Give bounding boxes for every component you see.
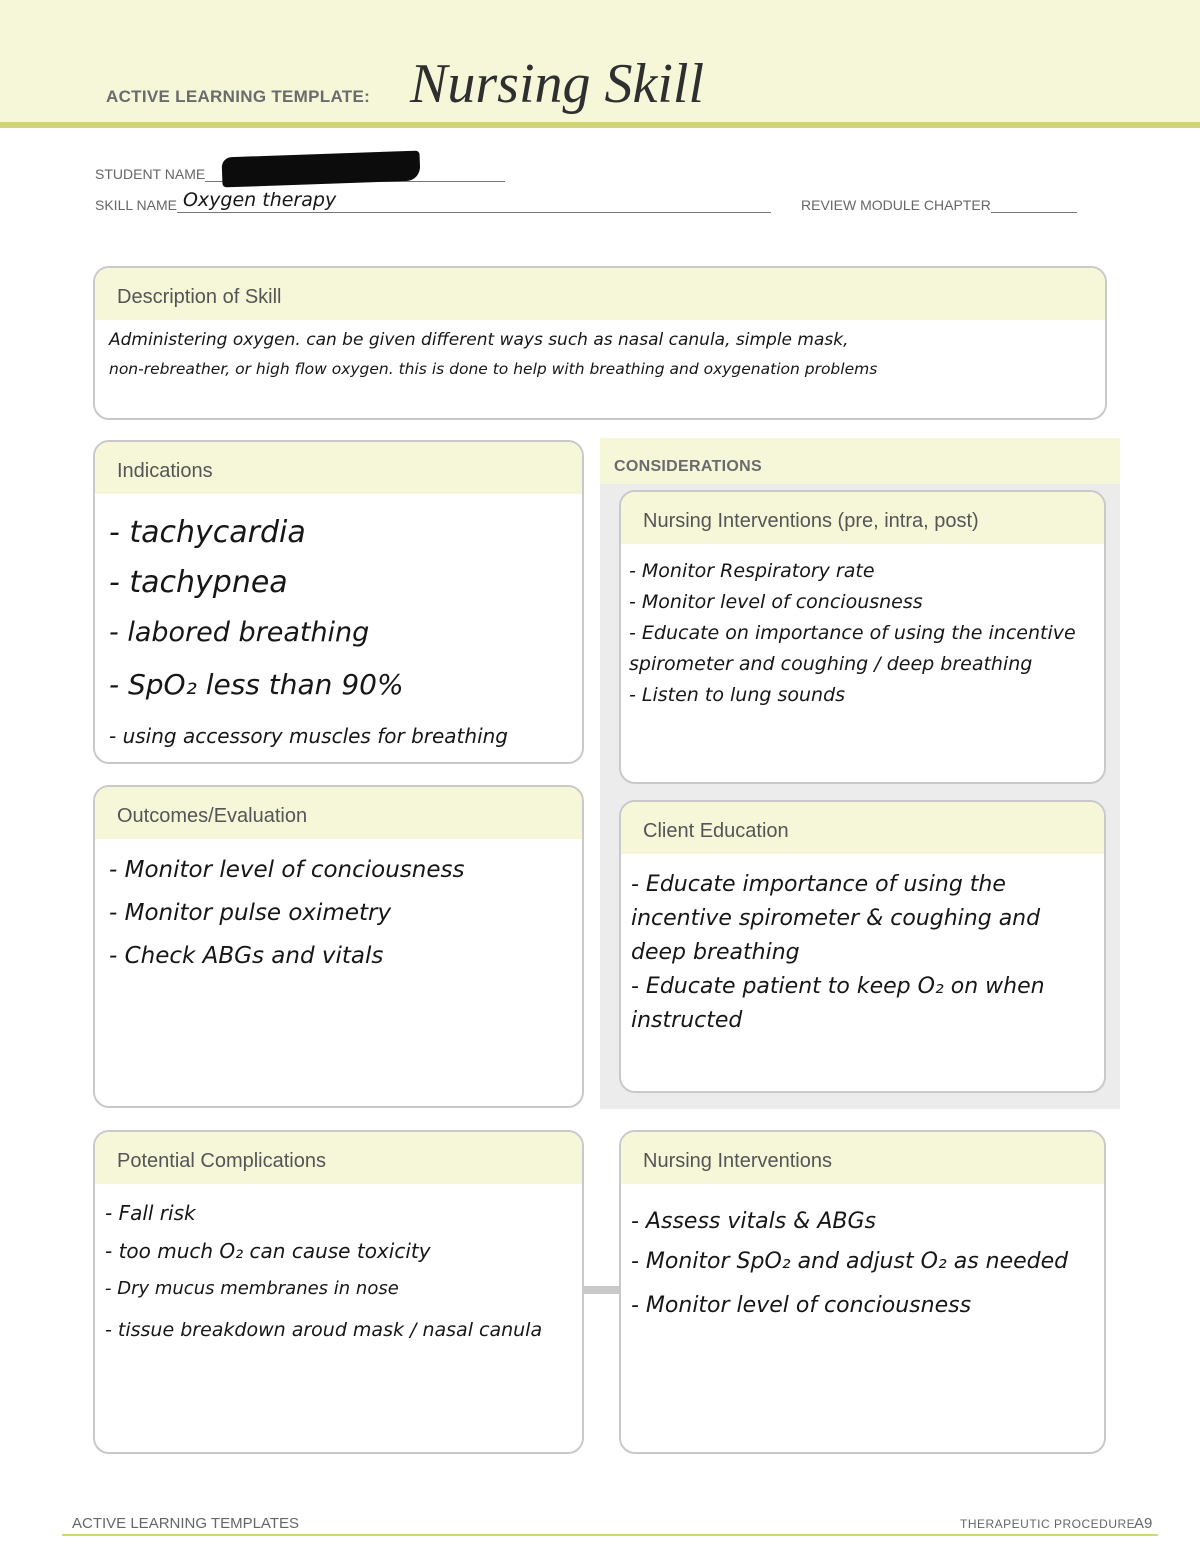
list-item: - Dry mucus membranes in nose [105, 1278, 399, 1299]
list-item: - Monitor level of conciousness [109, 857, 465, 883]
indications-title: Indications [95, 442, 582, 494]
client-education-box [619, 800, 1106, 1093]
skill-name-label: SKILL NAME [95, 197, 177, 213]
complications-title: Potential Complications [95, 1132, 582, 1184]
list-item: - Monitor SpO₂ and adjust O₂ as needed [631, 1249, 1069, 1274]
list-item: - Monitor pulse oximetry [109, 900, 392, 926]
skill-name-value: Oxygen therapy [182, 189, 337, 211]
interventions-text[interactable] [621, 1184, 1104, 1340]
list-item: - Educate patient to keep O₂ on when instructed [631, 974, 1045, 1033]
considerations-title: CONSIDERATIONS [614, 458, 762, 475]
nursing-interventions-box [619, 490, 1106, 784]
outcomes-box [93, 785, 584, 1108]
interventions-title: Nursing Interventions [621, 1132, 1104, 1184]
template-label: ACTIVE LEARNING TEMPLATE: [106, 87, 371, 106]
connector-bar [584, 1286, 620, 1294]
list-item: - tissue breakdown aroud mask / nasal canula [105, 1319, 543, 1341]
list-item: - Educate importance of using the incentive spirometer & coughing and deep breathing [631, 872, 1041, 965]
complications-text[interactable] [95, 1184, 582, 1358]
template-title: Nursing Skill [410, 53, 705, 115]
list-item: - tachycardia [109, 515, 306, 550]
description-line: non-rebreather, or high flow oxygen. this is done to help with breathing and oxygenation problems [109, 360, 878, 378]
indications-box [93, 440, 584, 764]
list-item: - labored breathing [109, 617, 370, 648]
outcomes-text[interactable] [95, 839, 582, 984]
list-item: - Fall risk [105, 1201, 196, 1225]
list-item: - Assess vitals & ABGs [631, 1209, 876, 1234]
description-text[interactable] [95, 320, 1105, 390]
student-name-label: STUDENT NAME [95, 166, 206, 182]
skill-name-field[interactable] [177, 189, 771, 213]
description-box [93, 266, 1107, 420]
description-title: Description of Skill [95, 268, 1105, 320]
list-item: - Listen to lung sounds [629, 684, 846, 706]
outcomes-title: Outcomes/Evaluation [95, 787, 582, 839]
list-item: - Educate on importance of using the incentive spirometer and coughing / deep breathing [629, 622, 1076, 675]
list-item: - using accessory muscles for breathing [109, 724, 508, 748]
footer-rule [62, 1534, 1158, 1536]
review-module-field[interactable] [991, 196, 1077, 213]
review-module-label: REVIEW MODULE CHAPTER [801, 197, 991, 213]
nursing-interventions-title: Nursing Interventions (pre, intra, post) [621, 492, 1104, 544]
page-number: A9 [1134, 1515, 1153, 1532]
list-item: - Monitor level of conciousness [629, 591, 923, 613]
indications-text[interactable] [95, 494, 582, 764]
header-rule [0, 122, 1200, 128]
list-item: - too much O₂ can cause toxicity [105, 1239, 431, 1263]
list-item: - Monitor level of conciousness [631, 1293, 972, 1318]
list-item: - Monitor Respiratory rate [629, 560, 875, 582]
list-item: - tachypnea [109, 565, 288, 600]
footer-left: ACTIVE LEARNING TEMPLATES [72, 1515, 299, 1532]
description-line: Administering oxygen. can be given different ways such as nasal canula, simple mask, [109, 330, 849, 350]
list-item: - Check ABGs and vitals [109, 943, 384, 969]
footer-right: THERAPEUTIC PROCEDURE [960, 1517, 1136, 1531]
client-education-title: Client Education [621, 802, 1104, 854]
interventions-box [619, 1130, 1106, 1454]
nursing-interventions-text[interactable] [621, 544, 1104, 717]
review-module-row [801, 196, 1077, 213]
skill-name-row [95, 189, 771, 213]
list-item: - SpO₂ less than 90% [109, 668, 404, 701]
client-education-text[interactable] [621, 854, 1104, 1044]
complications-box [93, 1130, 584, 1454]
